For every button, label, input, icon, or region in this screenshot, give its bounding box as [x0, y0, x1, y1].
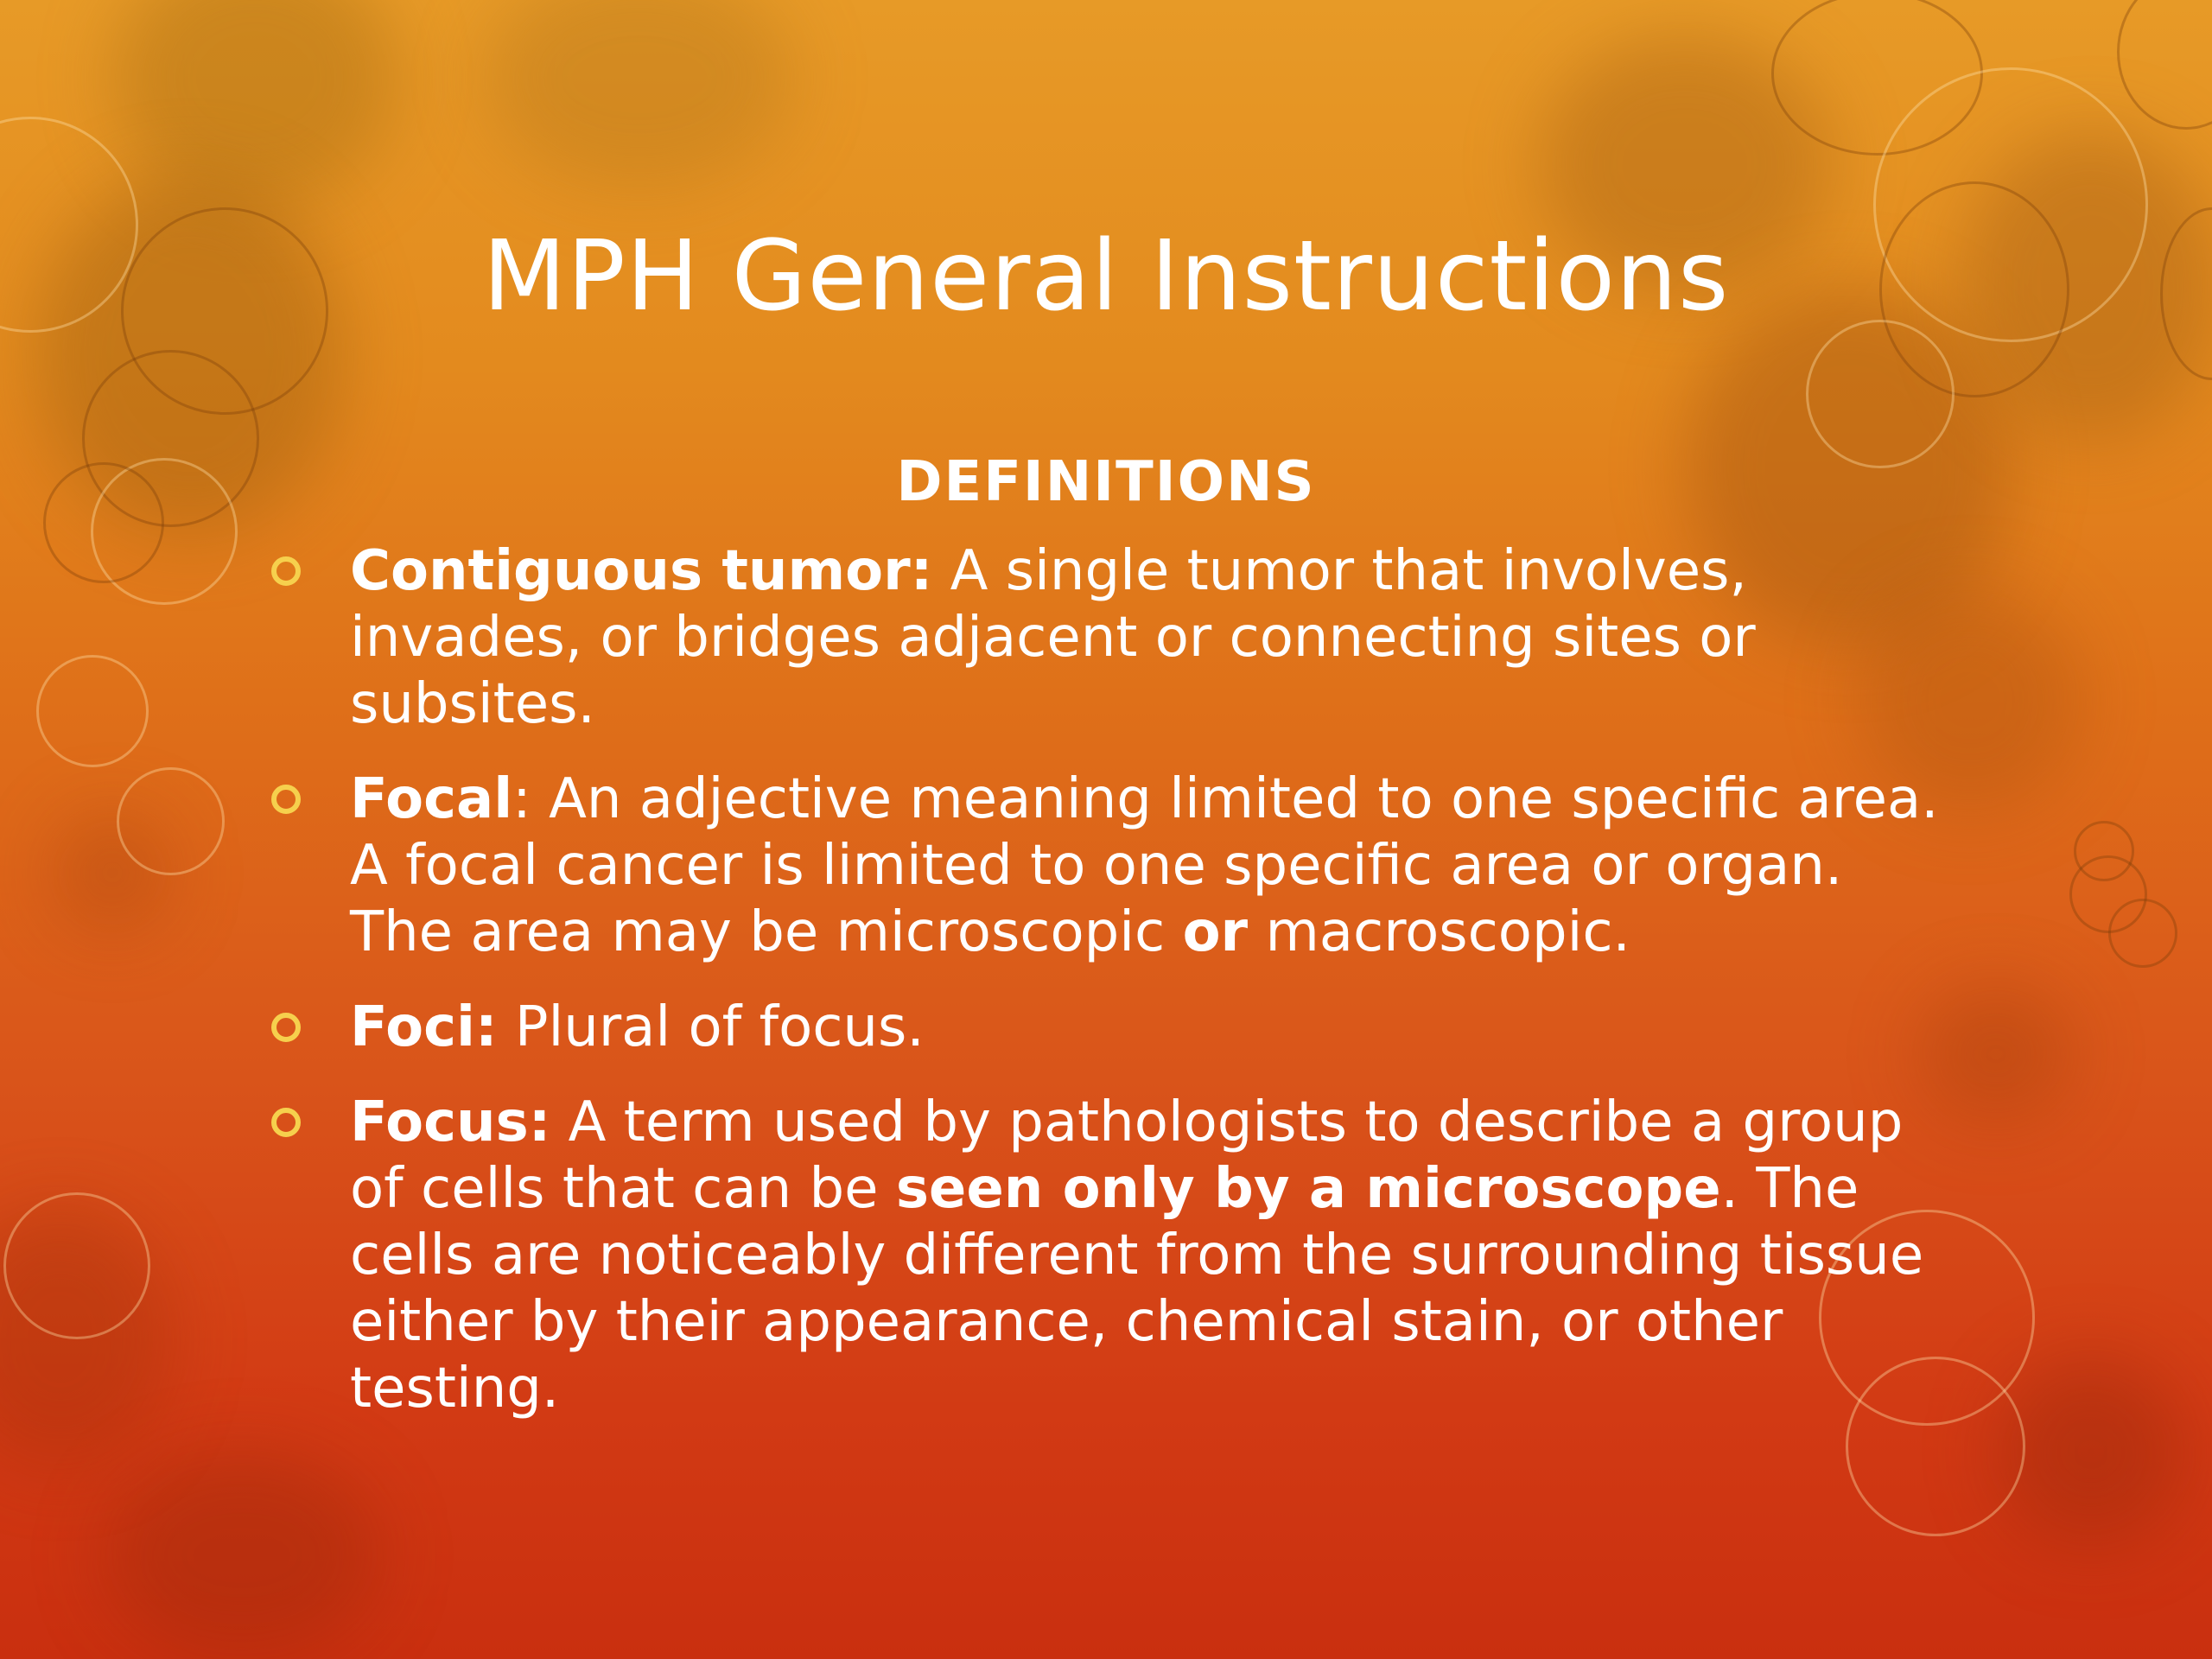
definition-item: [268, 995, 1961, 1061]
definition-term: Focal: [350, 767, 513, 831]
definition-text-end: . The cells are noticeably different from the surrounding tissue either by their appearance, chemical stain, or other testing.: [350, 1157, 1924, 1421]
section-heading: DEFINITIONS: [896, 450, 1316, 514]
definition-item: [268, 766, 1961, 966]
hollow-circle-bullet-icon: [271, 556, 301, 586]
definition-text: Plural of focus.: [497, 995, 925, 1059]
definition-text: A term used by pathologists to describe a group of cells that can be: [350, 1090, 1904, 1221]
definition-term: Foci:: [350, 995, 498, 1059]
definition-text-end: macroscopic.: [1248, 900, 1630, 964]
definition-emphasis: seen only by a microscope: [895, 1157, 1721, 1221]
definition-text: A single tumor that involves, invades, or bridges adjacent or connecting sites or subsites.: [350, 539, 1756, 736]
hollow-circle-bullet-icon: [271, 1013, 301, 1042]
definition-item: [268, 538, 1961, 738]
slide-title: MPH General Instructions: [482, 220, 1730, 333]
hollow-circle-bullet-icon: [271, 785, 301, 814]
definition-text: : An adjective meaning limited to one specific area. A focal cancer is limited to one specific area or organ. The area may be microscopic: [350, 767, 1939, 964]
definition-emphasis: or: [1182, 900, 1249, 964]
definitions-list: [268, 538, 1961, 1422]
definition-term: Contiguous tumor:: [350, 539, 933, 603]
definition-item: [268, 1090, 1961, 1422]
definitions-section: [268, 449, 1961, 1451]
hollow-circle-bullet-icon: [271, 1108, 301, 1137]
definition-term: Focus:: [350, 1090, 551, 1154]
